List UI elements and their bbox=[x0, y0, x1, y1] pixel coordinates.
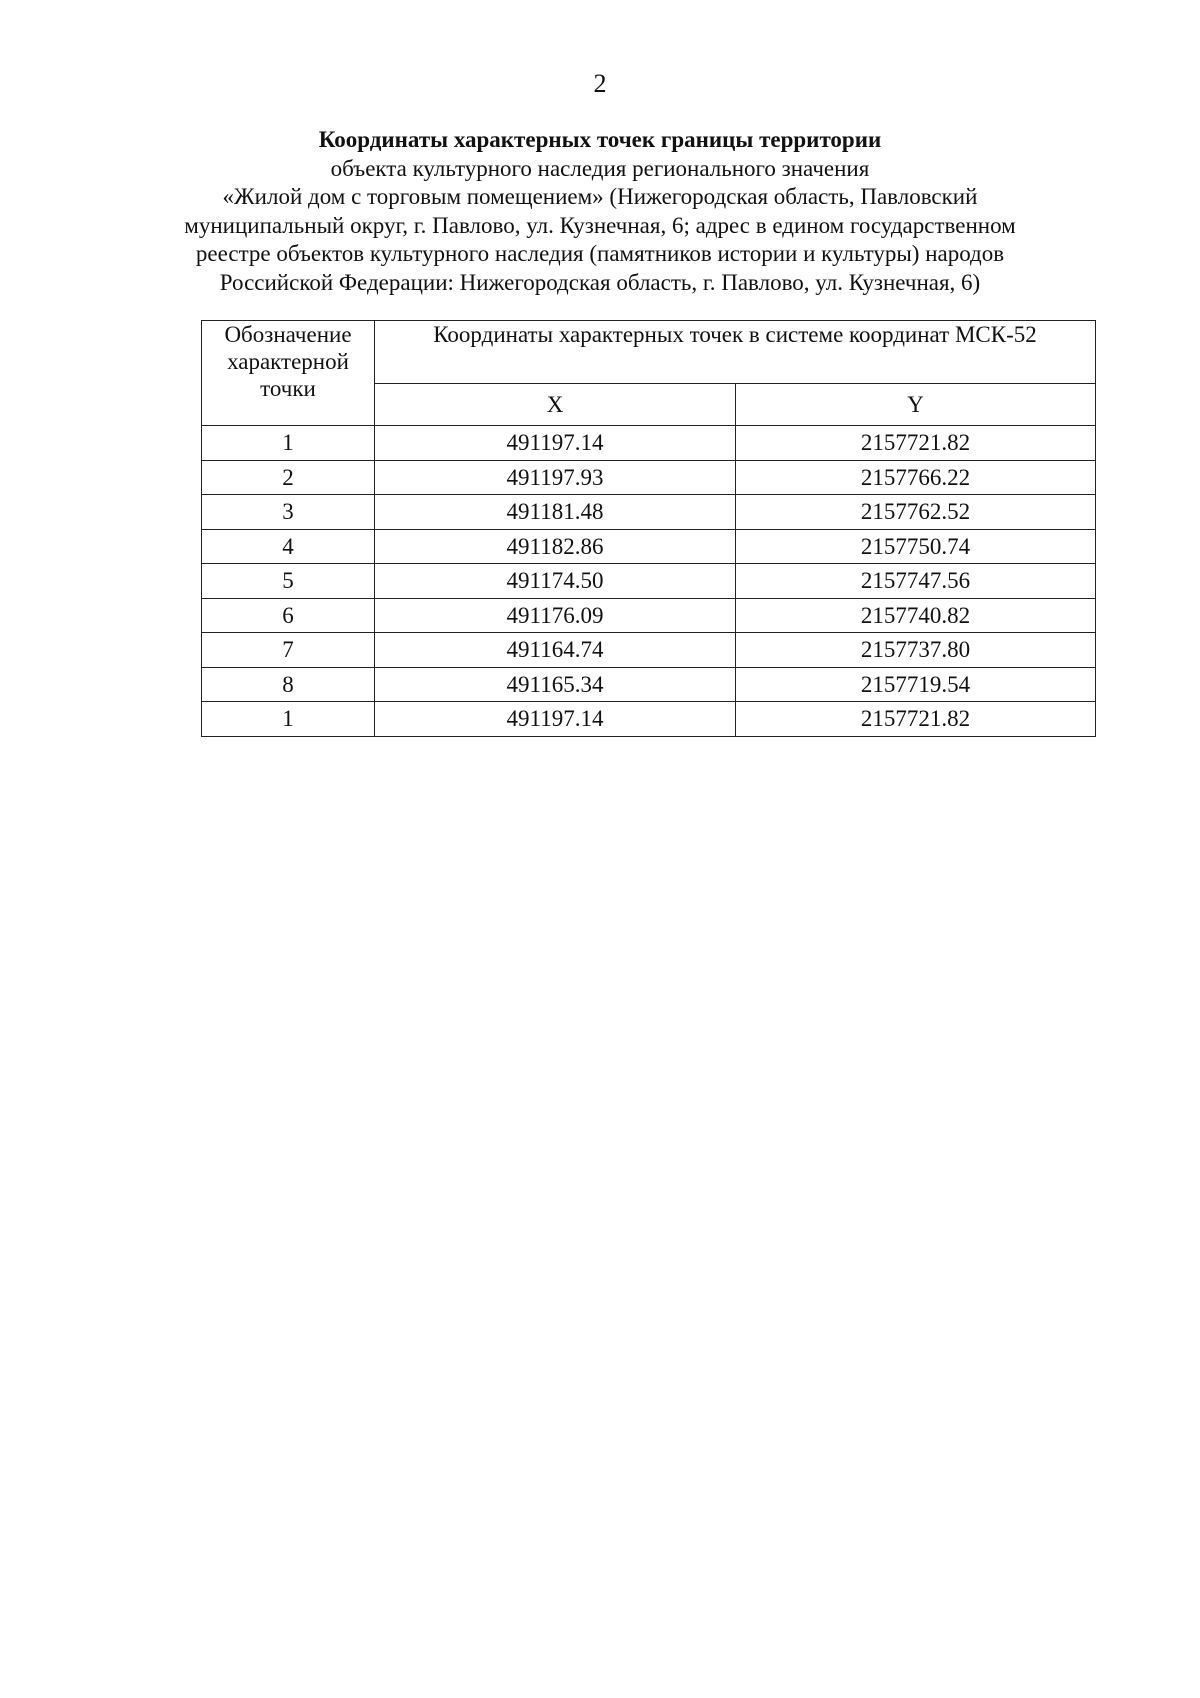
cell-point: 6 bbox=[202, 598, 375, 633]
cell-point: 3 bbox=[202, 495, 375, 530]
table-row bbox=[202, 667, 1096, 702]
cell-y: 2157766.22 bbox=[736, 460, 1096, 495]
document-heading bbox=[180, 126, 1020, 297]
cell-point: 1 bbox=[202, 702, 375, 737]
cell-x: 491181.48 bbox=[375, 495, 736, 530]
header-y: Y bbox=[736, 384, 1096, 426]
cell-x: 491197.14 bbox=[375, 702, 736, 737]
heading-line: муниципальный округ, г. Павлово, ул. Кузнечная, 6; адрес в едином государственном bbox=[184, 212, 1016, 238]
cell-x: 491182.86 bbox=[375, 529, 736, 564]
cell-y: 2157719.54 bbox=[736, 667, 1096, 702]
heading-line: Российской Федерации: Нижегородская область, г. Павлово, ул. Кузнечная, 6) bbox=[219, 269, 981, 295]
cell-point: 5 bbox=[202, 564, 375, 599]
heading-title: Координаты характерных точек границы территории bbox=[318, 127, 882, 152]
cell-x: 491197.14 bbox=[375, 426, 736, 461]
header-coordinates-group: Координаты характерных точек в системе координат МСК-52 bbox=[375, 321, 1096, 384]
cell-point: 1 bbox=[202, 426, 375, 461]
cell-y: 2157721.82 bbox=[736, 702, 1096, 737]
heading-line: реестре объектов культурного наследия (памятников истории и культуры) народов bbox=[195, 241, 1005, 266]
cell-y: 2157747.56 bbox=[736, 564, 1096, 599]
header-x: X bbox=[375, 384, 736, 426]
cell-point: 2 bbox=[202, 460, 375, 495]
heading-line: «Жилой дом с торговым помещением» (Нижегородская область, Павловский bbox=[222, 184, 978, 209]
header-point-label: Обозначение характерной точки bbox=[224, 322, 352, 401]
table-row bbox=[202, 598, 1096, 633]
page-number: 2 bbox=[593, 69, 607, 98]
cell-x: 491164.74 bbox=[375, 633, 736, 668]
cell-x: 491176.09 bbox=[375, 598, 736, 633]
table-header-row bbox=[202, 321, 1096, 384]
cell-x: 491165.34 bbox=[375, 667, 736, 702]
cell-point: 7 bbox=[202, 633, 375, 668]
table-body bbox=[202, 426, 1096, 737]
coordinates-table bbox=[201, 320, 1096, 737]
cell-point: 4 bbox=[202, 529, 375, 564]
table-row bbox=[202, 529, 1096, 564]
table-row bbox=[202, 564, 1096, 599]
heading-line: объекта культурного наследия регионального значения bbox=[330, 155, 870, 181]
cell-y: 2157721.82 bbox=[736, 426, 1096, 461]
table-row bbox=[202, 426, 1096, 461]
table-row bbox=[202, 495, 1096, 530]
cell-y: 2157740.82 bbox=[736, 598, 1096, 633]
cell-x: 491197.93 bbox=[375, 460, 736, 495]
table-row bbox=[202, 633, 1096, 668]
cell-x: 491174.50 bbox=[375, 564, 736, 599]
header-point-designation bbox=[202, 321, 375, 426]
cell-point: 8 bbox=[202, 667, 375, 702]
table-row bbox=[202, 460, 1096, 495]
cell-y: 2157737.80 bbox=[736, 633, 1096, 668]
cell-y: 2157762.52 bbox=[736, 495, 1096, 530]
table-row bbox=[202, 702, 1096, 737]
cell-y: 2157750.74 bbox=[736, 529, 1096, 564]
